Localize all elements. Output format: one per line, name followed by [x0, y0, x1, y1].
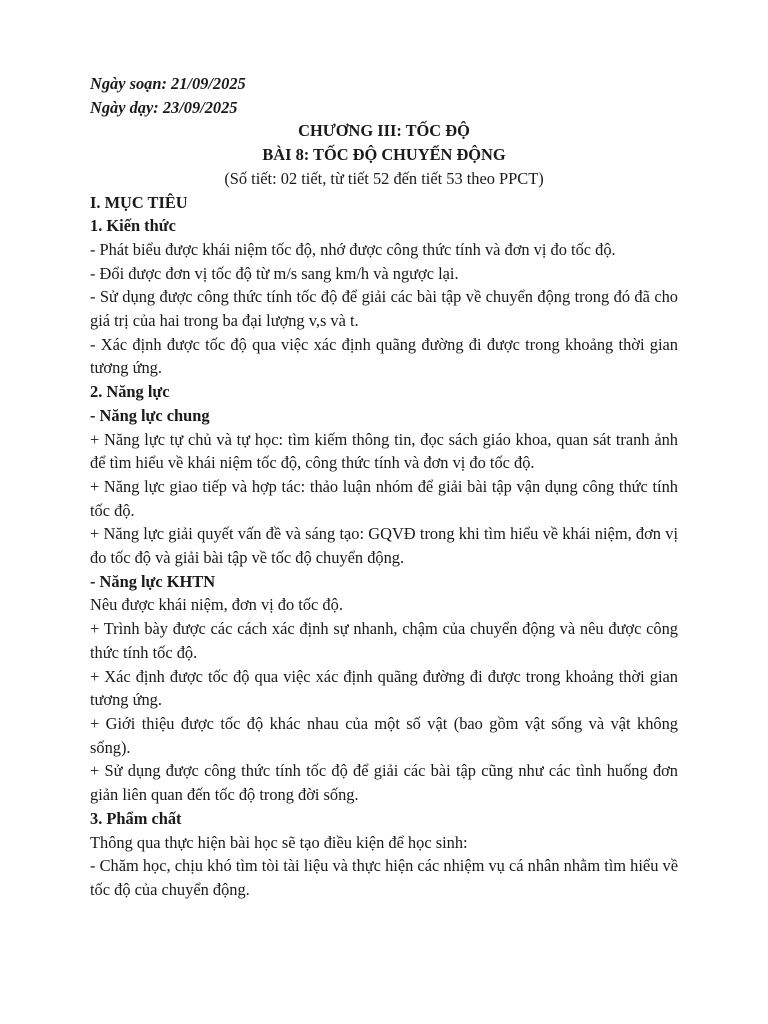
periods-note: (Số tiết: 02 tiết, từ tiết 52 đến tiết 53 theo PPCT): [224, 168, 544, 188]
science-competence-item: Nêu được khái niệm, đơn vị đo tốc độ.: [90, 595, 343, 615]
prep-date: Ngày soạn: 21/09/2025: [90, 74, 246, 93]
qualities-item: - Chăm học, chịu khó tìm tòi tài liệu và thực hiện các nhiệm vụ cá nhân nhằm tìm hiểu về tốc độ của chuyển động.: [90, 856, 678, 899]
lesson-title: BÀI 8: TỐC ĐỘ CHUYỂN ĐỘNG: [262, 145, 506, 165]
competence-heading: 2. Năng lực: [90, 382, 170, 402]
chapter-title: CHƯƠNG III: TỐC ĐỘ: [298, 121, 470, 141]
general-competence-heading: - Năng lực chung: [90, 405, 210, 425]
general-competence-item: + Năng lực giải quyết vấn đề và sáng tạo: GQVĐ trong khi tìm hiểu về khái niệm, đơn vị đo tốc độ và giải bài tập về tốc độ chuyển động.: [90, 524, 678, 568]
science-competence-item: + Xác định được tốc độ qua việc xác định quãng đường đi được trong khoảng thời gian tương ứng.: [90, 666, 678, 710]
knowledge-item: - Phát biểu được khái niệm tốc độ, nhớ được công thức tính và đơn vị đo tốc độ.: [90, 239, 616, 259]
science-competence-item: + Sử dụng được công thức tính tốc độ để giải các bài tập cũng như các tình huống đơn giản liên quan đến tốc độ trong đời sống.: [90, 761, 678, 805]
section-objectives-heading: I. MỤC TIÊU: [90, 192, 188, 212]
general-competence-item: + Năng lực tự chủ và tự học: tìm kiếm thông tin, đọc sách giáo khoa, quan sát tranh ảnh để tìm hiểu về khái niệm tốc độ, công thức tính và đơn vị đo tốc độ.: [90, 429, 678, 473]
knowledge-heading: 1. Kiến thức: [90, 216, 176, 236]
science-competence-heading: - Năng lực KHTN: [90, 571, 216, 591]
qualities-intro: Thông qua thực hiện bài học sẽ tạo điều kiện để học sinh:: [90, 832, 468, 852]
general-competence-item: + Năng lực giao tiếp và hợp tác: thảo luận nhóm để giải bài tập vận dụng công thức tính tốc độ.: [90, 476, 678, 520]
teach-date: Ngày dạy: 23/09/2025: [90, 97, 238, 117]
document-page: [90, 72, 678, 902]
knowledge-item: - Đổi được đơn vị tốc độ từ m/s sang km/h và ngược lại.: [90, 263, 459, 283]
science-competence-item: + Trình bày được các cách xác định sự nhanh, chậm của chuyển động và nêu được công thức tính tốc độ.: [90, 619, 678, 662]
science-competence-item: + Giới thiệu được tốc độ khác nhau của một số vật (bao gồm vật sống và vật không sống).: [90, 713, 678, 757]
knowledge-item: - Xác định được tốc độ qua việc xác định quãng đường đi được trong khoảng thời gian tương ứng.: [90, 334, 678, 378]
qualities-heading: 3. Phẩm chất: [90, 808, 182, 828]
knowledge-item: - Sử dụng được công thức tính tốc độ để giải các bài tập về chuyển động trong đó đã cho giá trị của hai trong ba đại lượng v,s và t.: [90, 287, 678, 331]
